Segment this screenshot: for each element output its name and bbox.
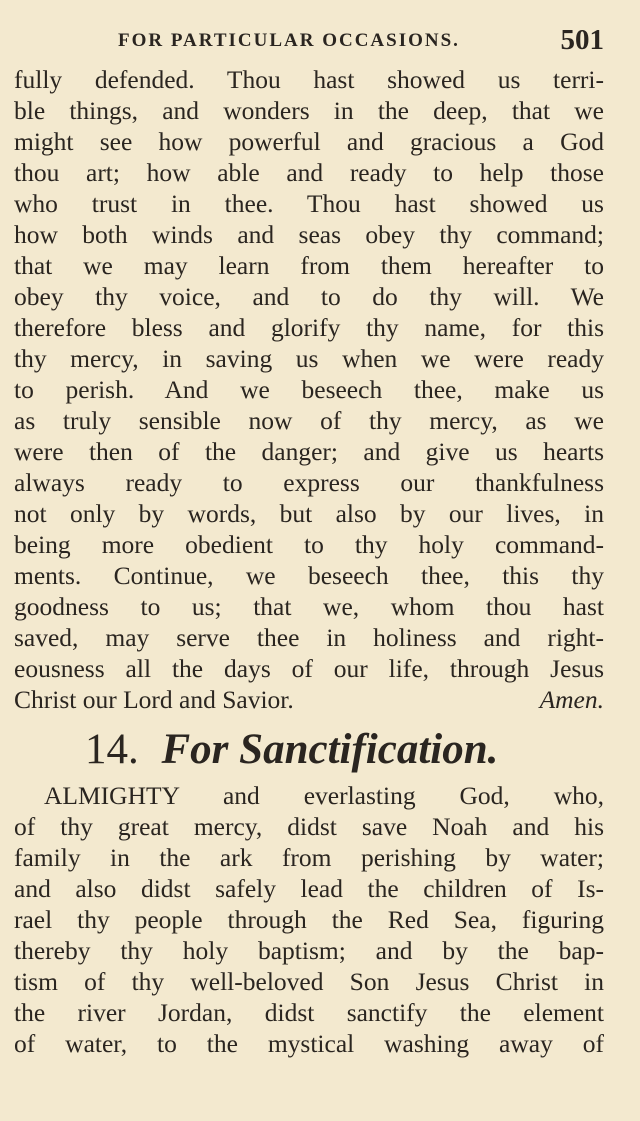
closing-text: Christ our Lord and Savior. (14, 685, 294, 714)
text-line: obey thy voice, and to do thy will. We (14, 282, 604, 311)
text-line: not only by words, but also by our lives, in (14, 499, 604, 528)
text-line: ments. Continue, we beseech thee, this thy (14, 561, 604, 590)
text-line: ble things, and wonders in the deep, that we (14, 96, 604, 125)
text-line: always ready to express our thankfulness (14, 468, 604, 497)
text-line: family in the ark from perishing by water; (14, 843, 604, 872)
text-line: as truly sensible now of thy mercy, as we (14, 406, 604, 435)
prayer-for-sanctification (14, 780, 604, 1059)
text-line: of thy great mercy, didst save Noah and his (14, 812, 604, 841)
prayer-continuation (14, 64, 604, 715)
text-line: to perish. And we beseech thee, make us (14, 375, 604, 404)
text-line: that we may learn from them hereafter to (14, 251, 604, 280)
text-line: might see how powerful and gracious a God (14, 127, 604, 156)
text-line: ALMIGHTY and everlasting God, who, (44, 781, 604, 810)
text-line: eousness all the days of our life, through Jesus (14, 654, 604, 683)
text-line: who trust in thee. Thou hast showed us (14, 189, 604, 218)
text-line: were then of the danger; and give us hearts (14, 437, 604, 466)
text-line: fully defended. Thou hast showed us terri- (14, 65, 604, 94)
amen: Amen. (539, 685, 604, 714)
page-number: 501 (560, 24, 604, 56)
text-line: therefore bless and glorify thy name, for this (14, 313, 604, 342)
running-head: FOR PARTICULAR OCCASIONS. (118, 30, 460, 51)
section-number: 14. (85, 726, 139, 773)
text-line: goodness to us; that we, whom thou hast (14, 592, 604, 621)
text-line: the river Jordan, didst sanctify the element (14, 998, 604, 1027)
text-line: thy mercy, in saving us when we were ready (14, 344, 604, 373)
page-header (118, 24, 604, 64)
text-line: saved, may serve thee in holiness and right- (14, 623, 604, 652)
text-line: rael thy people through the Red Sea, figuring (14, 905, 604, 934)
text-line: being more obedient to thy holy command- (14, 530, 604, 559)
text-line: thou art; how able and ready to help those (14, 158, 604, 187)
text-line: how both winds and seas obey thy command; (14, 220, 604, 249)
text-line: of water, to the mystical washing away of (14, 1029, 604, 1058)
section-heading (85, 722, 605, 778)
closing-line (14, 684, 604, 715)
section-title: For Sanctification. (161, 726, 499, 773)
text-line: and also didst safely lead the children of Is- (14, 874, 604, 903)
text-line: tism of thy well-beloved Son Jesus Christ in (14, 967, 604, 996)
text-line: thereby thy holy baptism; and by the bap- (14, 936, 604, 965)
